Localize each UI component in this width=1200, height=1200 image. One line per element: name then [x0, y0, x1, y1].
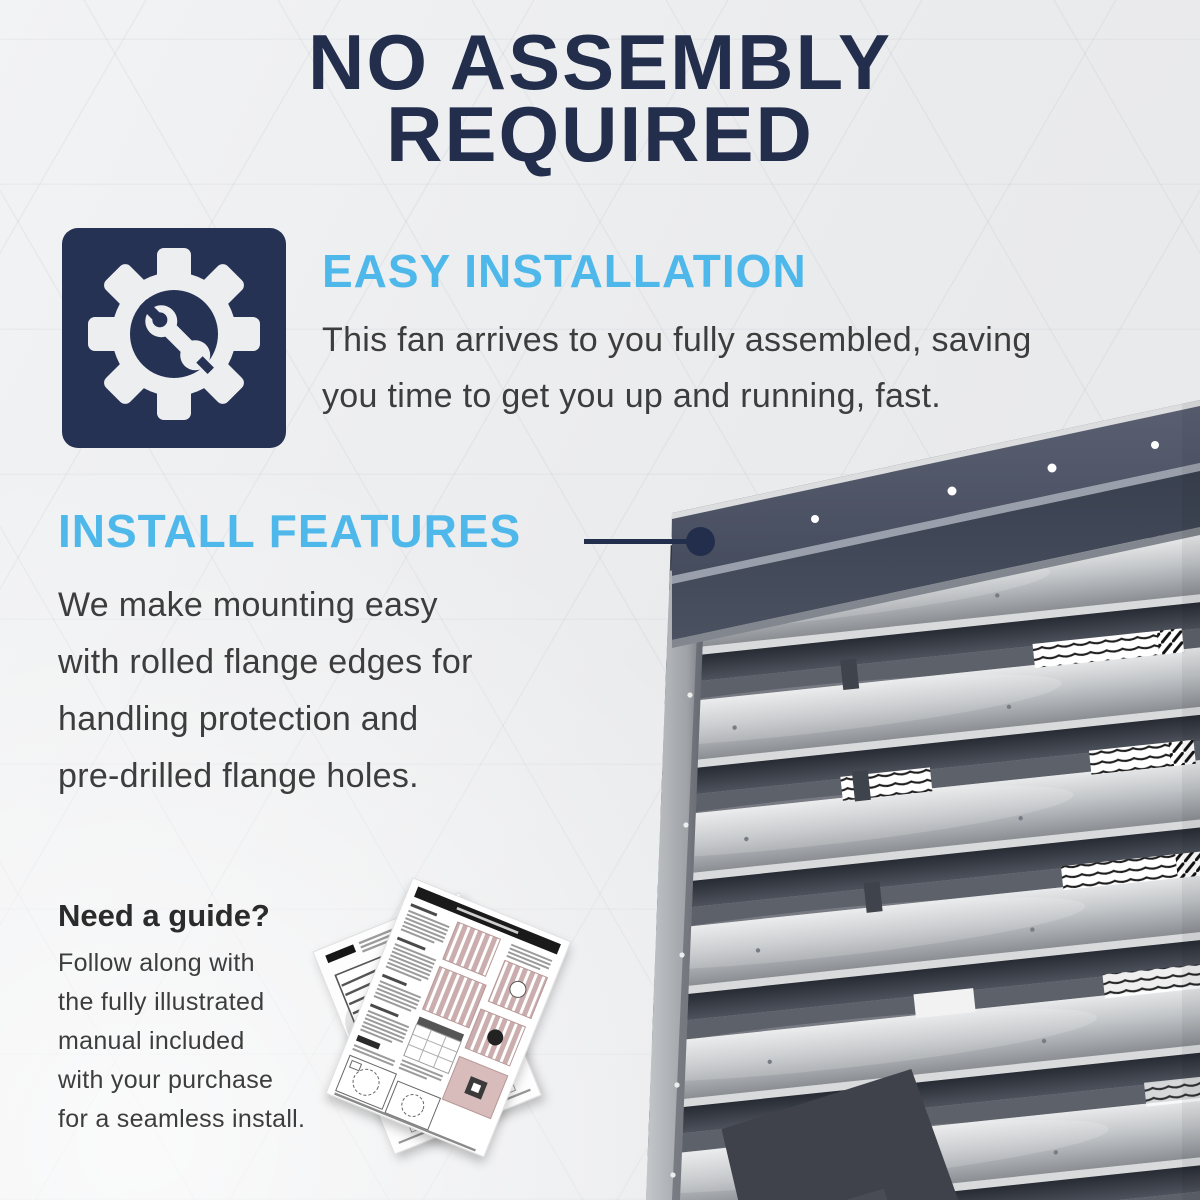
fan-photo: [600, 395, 1200, 1200]
easy-installation-heading: EASY INSTALLATION: [322, 245, 807, 297]
guide-body-line1: Follow along with: [58, 949, 255, 977]
install-features-body-line1: We make mounting easy: [58, 586, 438, 624]
easy-installation-body-line1: This fan arrives to you fully assembled, saving: [322, 321, 1032, 359]
gear-wrench-icon-svg: [62, 228, 286, 448]
install-features-body-line2: with rolled flange edges for: [58, 643, 473, 681]
callout-connector-line: [584, 539, 688, 544]
page-title: [0, 18, 1200, 178]
page-title-line1: NO ASSEMBLY: [308, 18, 892, 106]
install-features-body: [58, 577, 473, 805]
gear-wrench-icon: [62, 228, 286, 448]
install-features-body-line4: pre-drilled flange holes.: [58, 757, 419, 795]
install-features-heading: INSTALL FEATURES: [58, 505, 522, 557]
guide-body: [58, 944, 305, 1139]
page-title-line2: REQUIRED: [386, 90, 814, 178]
guide-body-line4: with your purchase: [58, 1066, 274, 1094]
guide-heading: Need a guide?: [58, 898, 270, 933]
manual-front-page: [326, 878, 571, 1157]
guide-body-line2: the fully illustrated: [58, 988, 265, 1016]
guide-body-line3: manual included: [58, 1027, 245, 1055]
callout-connector-dot: [686, 527, 715, 556]
guide-body-line5: for a seamless install.: [58, 1105, 306, 1133]
install-features-body-line3: handling protection and: [58, 700, 419, 738]
fan-photo-svg: [600, 395, 1200, 1200]
easy-installation-body: [322, 312, 1032, 424]
easy-installation-body-line2: you time to get you up and running, fast.: [322, 377, 942, 415]
manual-pages-svg: [285, 872, 630, 1194]
manual-pages-image: [285, 872, 630, 1194]
